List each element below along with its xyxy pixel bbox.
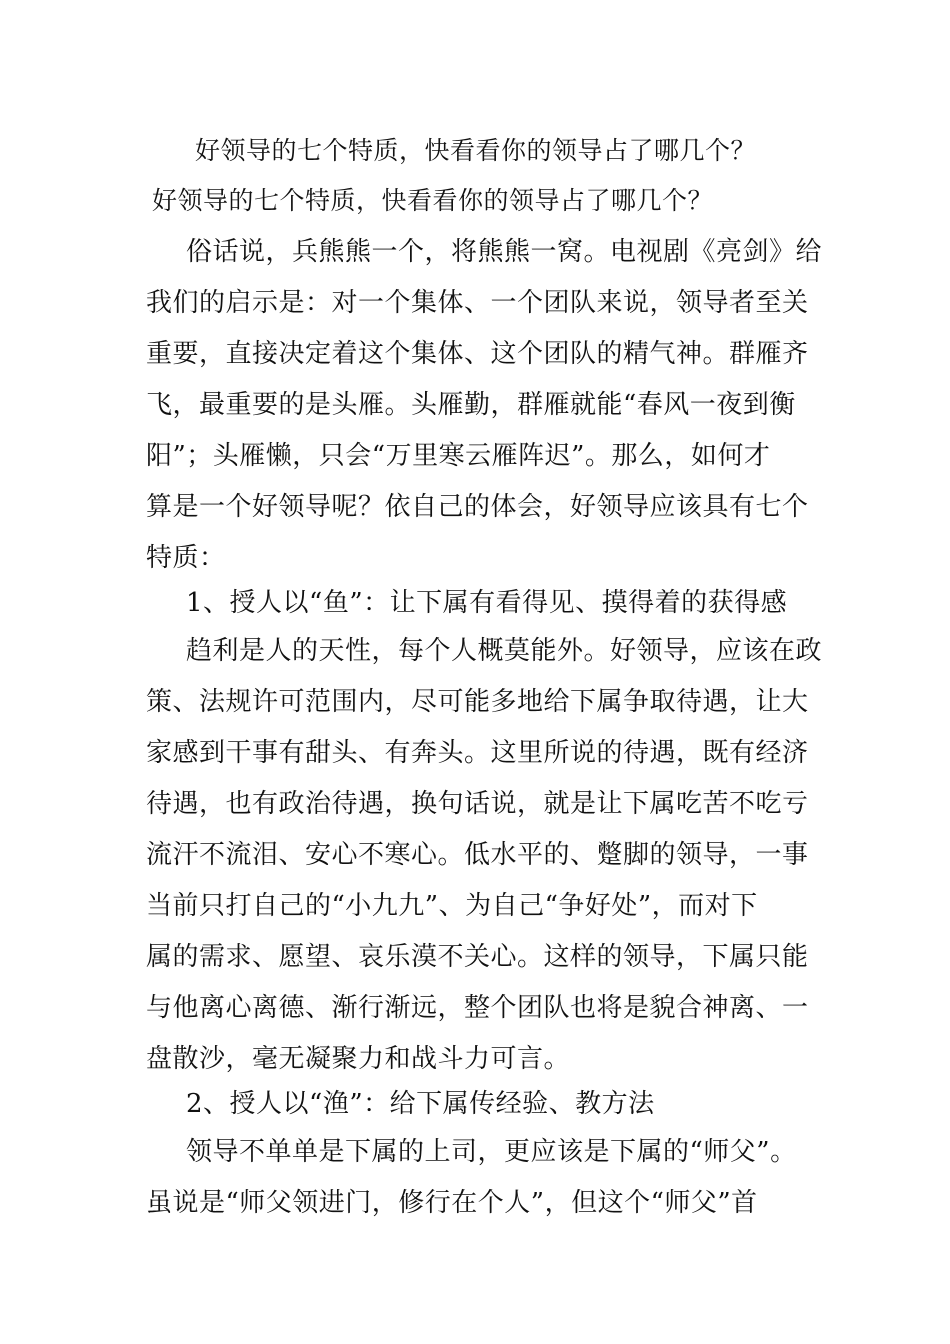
paragraph-line: 流汗不流泪、安心不寒心。低水平的、蹩脚的领导，一事 [146,840,809,870]
paragraph-line: 家感到干事有甜头、有奔头。这里所说的待遇，既有经济 [146,738,809,768]
paragraph-line: 待遇，也有政治待遇，换句话说，就是让下属吃苦不吃亏 [146,789,809,819]
paragraph-line: 特质： [146,543,226,573]
paragraph-line: 当前只打自己的“小九九”、为自己“争好处”，而对下 [146,891,758,921]
paragraph-line: 算是一个好领导呢？依自己的体会，好领导应该具有七个 [146,492,809,522]
paragraph-line: 策、法规许可范围内，尽可能多地给下属争取待遇，让大 [146,687,809,717]
paragraph-line: 飞，最重要的是头雁。头雁勤，群雁就能“春风一夜到衡 [146,390,796,420]
document-subtitle: 好领导的七个特质，快看看你的领导占了哪几个？ [152,186,714,215]
paragraph-line: 属的需求、愿望、哀乐漠不关心。这样的领导，下属只能 [146,942,809,972]
section-heading: 1、授人以“鱼”：让下属有看得见、摸得着的获得感 [186,588,788,618]
paragraph-line: 与他离心离德、渐行渐远，整个团队也将是貌合神离、一 [146,993,809,1023]
section-heading: 2、授人以“渔”：给下属传经验、教方法 [186,1089,655,1119]
paragraph-line: 盘散沙，毫无凝聚力和战斗力可言。 [146,1044,571,1074]
paragraph-line: 领导不单单是下属的上司，更应该是下属的“师父”。 [186,1137,797,1167]
paragraph-line: 我们的启示是：对一个集体、一个团队来说，领导者至关 [146,288,809,318]
paragraph-line: 虽说是“师父领进门，修行在个人”，但这个“师父”首 [146,1188,758,1218]
paragraph-line: 趋利是人的天性，每个人概莫能外。好领导，应该在政 [186,636,823,666]
paragraph-line: 阳”；头雁懒，只会“万里寒云雁阵迟”。那么，如何才 [146,441,771,471]
paragraph-line: 俗话说，兵熊熊一个，将熊熊一窝。电视剧《亮剑》给 [186,237,823,267]
document-title: 好领导的七个特质，快看看你的领导占了哪几个？ [195,136,757,165]
paragraph-line: 重要，直接决定着这个集体、这个团队的精气神。群雁齐 [146,339,809,369]
